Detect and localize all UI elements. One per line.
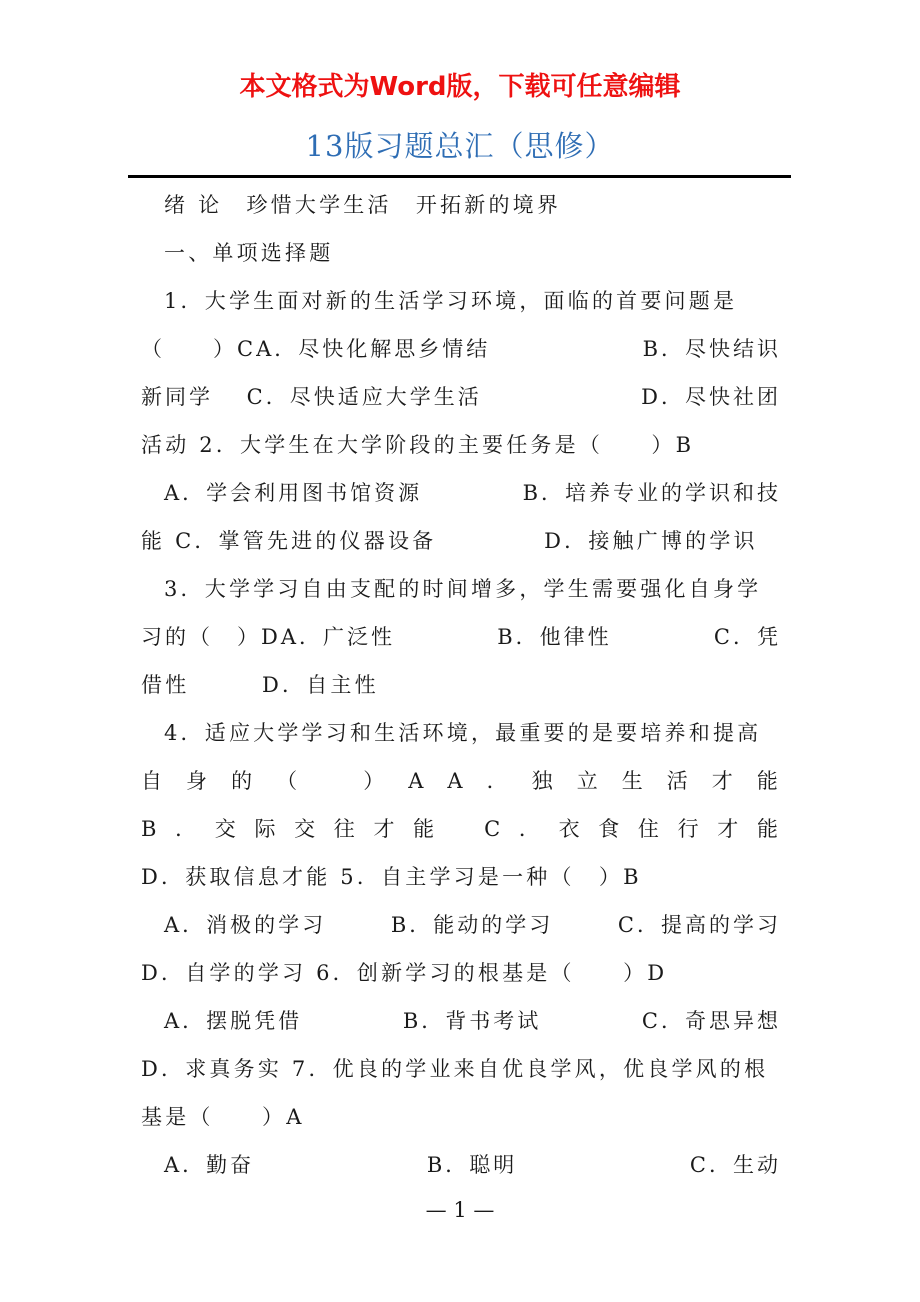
char: 能 xyxy=(756,817,781,841)
char: 能 xyxy=(413,817,438,841)
char: 住 xyxy=(637,817,662,841)
char: 活 xyxy=(666,769,691,793)
char: 才 xyxy=(711,769,736,793)
question-5-option-a: A．消极的学习 xyxy=(164,913,327,937)
question-5-option-d-and-question-6-stem: D．自学的学习 6．创新学习的根基是（ ）D xyxy=(141,961,668,985)
char: 自 xyxy=(141,769,165,793)
char: 立 xyxy=(576,769,601,793)
question-6-options-line-1 xyxy=(164,997,781,1045)
question-4-answer-and-option-a xyxy=(141,757,781,805)
question-7-option-a: A．勤奋 xyxy=(164,1153,255,1177)
char: 际 xyxy=(254,817,279,841)
char: 食 xyxy=(598,817,623,841)
question-1-option-b: B．尽快结识 xyxy=(642,337,781,361)
char: B xyxy=(141,817,160,841)
question-1-option-c: 新同学 C．尽快适应大学生活 xyxy=(141,385,482,409)
char: （ xyxy=(276,769,301,793)
question-1-answer-and-option-a: （ ）CA．尽快化解思乡情结 xyxy=(141,337,491,361)
chapter-heading: 绪 论 珍惜大学生活 开拓新的境界 xyxy=(164,193,562,217)
header-rule xyxy=(128,175,791,178)
question-3-answer-and-option-a: 习的（ ）DA．广泛性 xyxy=(141,625,396,649)
question-1-options-line-2 xyxy=(141,373,781,421)
char: C xyxy=(484,817,504,841)
char: 衣 xyxy=(558,817,583,841)
char: A xyxy=(447,769,466,793)
question-4-stem: 4．适应大学学习和生活环境，最重要的是要培养和提高 xyxy=(164,721,762,745)
char: A xyxy=(408,769,427,793)
question-3-option-b: B．他律性 xyxy=(497,625,612,649)
char: 才 xyxy=(717,817,742,841)
question-3-option-d: 借性 D．自主性 xyxy=(141,673,379,697)
question-4-options-b-c xyxy=(141,805,781,853)
question-2-options-line-1 xyxy=(164,469,781,517)
char: 交 xyxy=(294,817,319,841)
char: 行 xyxy=(677,817,702,841)
char: 交 xyxy=(214,817,239,841)
question-4-option-d-and-question-5-stem: D．获取信息才能 5．自主学习是一种（ ）B xyxy=(141,865,642,889)
page-number: — 1 — xyxy=(425,1198,495,1222)
question-3-options-line-1 xyxy=(141,613,781,661)
char: 独 xyxy=(531,769,556,793)
question-2-option-c: 能 C．掌管先进的仪器设备 xyxy=(141,529,437,553)
question-7-stem-end: 基是（ ）A xyxy=(141,1105,305,1129)
question-6-option-b: B．背书考试 xyxy=(402,1009,542,1033)
char: 身 xyxy=(186,769,211,793)
question-1-option-d: D．尽快社团 xyxy=(641,385,781,409)
question-7-options-line-1 xyxy=(164,1141,781,1189)
question-2-option-d: D．接触广博的学识 xyxy=(544,529,758,553)
question-7-option-c: C．生动 xyxy=(689,1153,781,1177)
char: ． xyxy=(518,817,543,841)
question-6-option-c: C．奇思异想 xyxy=(641,1009,781,1033)
char: ． xyxy=(486,769,511,793)
section-heading: 一、单项选择题 xyxy=(164,241,334,265)
question-3-stem: 3．大学学习自由支配的时间增多，学生需要强化自身学 xyxy=(164,577,762,601)
question-1-options-line-1 xyxy=(141,325,781,373)
char: ） xyxy=(363,769,388,793)
question-5-options-line-1 xyxy=(164,901,781,949)
question-5-option-b: B．能动的学习 xyxy=(390,913,554,937)
question-5-option-c: C．提高的学习 xyxy=(617,913,781,937)
question-2-option-b: B．培养专业的学识和技 xyxy=(522,481,781,505)
question-1-stem: 1．大学生面对新的生活学习环境，面临的首要问题是 xyxy=(164,289,738,313)
question-7-option-b: B．聪明 xyxy=(426,1153,518,1177)
char: 才 xyxy=(373,817,398,841)
char: 的 xyxy=(231,769,256,793)
question-6-option-d-and-question-7-stem: D．求真务实 7．优良的学业来自优良学风，优良学风的根 xyxy=(141,1057,769,1081)
document-title: 13版习题总汇（思修） xyxy=(305,129,615,163)
question-6-option-a: A．摆脱凭借 xyxy=(164,1009,303,1033)
question-2-option-a: A．学会利用图书馆资源 xyxy=(164,481,423,505)
question-2-options-line-2 xyxy=(141,517,758,565)
question-2-stem: 活动 2．大学生在大学阶段的主要任务是（ ）B xyxy=(141,433,695,457)
char: ． xyxy=(175,817,200,841)
char: 生 xyxy=(621,769,646,793)
char: 往 xyxy=(333,817,358,841)
download-notice-banner: 本文格式为Word版，下载可任意编辑 xyxy=(239,72,681,102)
question-3-option-c: C．凭 xyxy=(713,625,781,649)
char: 能 xyxy=(756,769,781,793)
